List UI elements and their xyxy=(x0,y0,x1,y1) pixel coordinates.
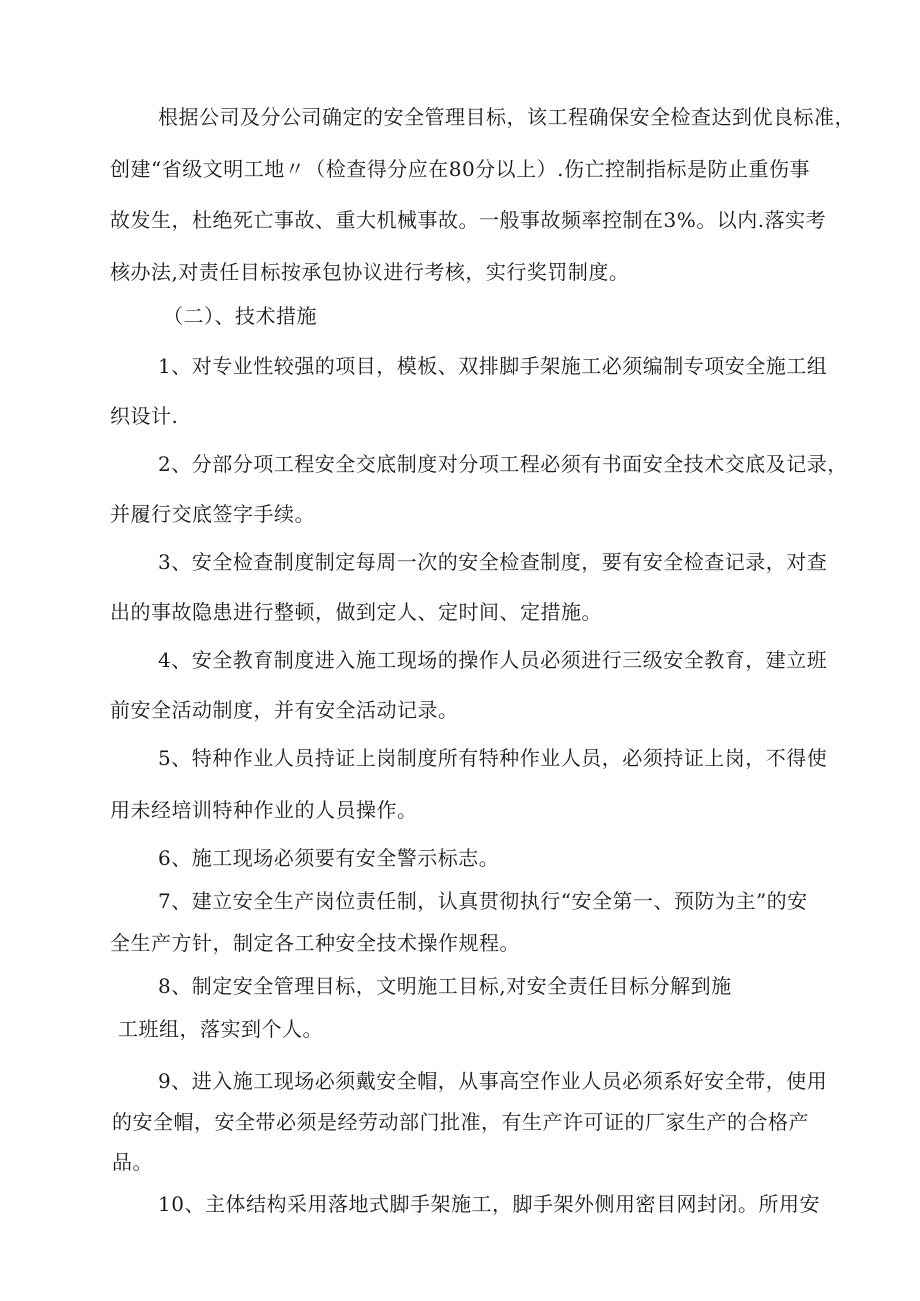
item-2-line-2: 并履行交底签字手续。 xyxy=(110,502,315,526)
item-2-line-1: 2、分部分项工程安全交底制度对分项工程必须有书面安全技术交底及记录， xyxy=(158,452,848,476)
item-1-line-1: 1、对专业性较强的项目，模板、双排脚手架施工必须编制专项安全施工组 xyxy=(158,354,828,378)
intro-line-2: 创建“省级文明工地〃（检查得分应在80分以上）.伤亡控制指标是防止重伤事 xyxy=(110,157,811,181)
item-3-line-1: 3、安全检查制度制定每周一次的安全检查制度，要有安全检查记录，对查 xyxy=(158,550,828,574)
intro-line-4: 核办法,对责任目标按承包协议进行考核，实行奖罚制度。 xyxy=(110,260,630,284)
item-9-line-1: 9、进入施工现场必须戴安全帽，从事高空作业人员必须系好安全带，使用 xyxy=(158,1069,828,1093)
item-4-line-2: 前安全活动制度，并有安全活动记录。 xyxy=(110,698,459,722)
intro-line-1: 根据公司及分公司确定的安全管理目标，该工程确保安全检查达到优良标准， xyxy=(158,105,855,129)
item-5-line-2: 用未经培训特种作业的人员操作。 xyxy=(110,798,418,822)
section-heading: （二）、技术措施 xyxy=(163,304,317,328)
item-3-line-2: 出的事故隐患进行整顿，做到定人、定时间、定措施。 xyxy=(110,600,602,624)
item-5-line-1: 5、特种作业人员持证上岗制度所有特种作业人员，必须持证上岗，不得使 xyxy=(158,746,828,770)
intro-line-3: 故发生，杜绝死亡事故、重大机械事故。一般事故频率控制在3%。以内.落实考 xyxy=(110,208,827,232)
item-9-line-2: 的安全帽，安全带必须是经劳动部门批准，有生产许可证的厂家生产的合格产 xyxy=(112,1110,809,1134)
item-10-line-1: 10、主体结构采用落地式脚手架施工，脚手架外侧用密目网封闭。所用安 xyxy=(158,1192,820,1216)
item-8-line-2: 工班组，落实到个人。 xyxy=(118,1017,323,1041)
item-1-line-2: 织设计. xyxy=(110,404,179,428)
item-4-line-1: 4、安全教育制度进入施工现场的操作人员必须进行三级安全教育，建立班 xyxy=(158,648,828,672)
item-6-line-1: 6、施工现场必须要有安全警示标志。 xyxy=(158,846,500,870)
item-8-line-1: 8、制定安全管理目标，文明施工目标,对安全责任目标分解到施 xyxy=(158,974,732,998)
item-7-line-1: 7、建立安全生产岗位责任制，认真贯彻执行“安全第一、预防为主”的安 xyxy=(158,889,808,913)
item-7-line-2: 全生产方针，制定各工种安全技术操作规程。 xyxy=(110,931,520,955)
item-9-line-3: 品。 xyxy=(112,1150,153,1174)
